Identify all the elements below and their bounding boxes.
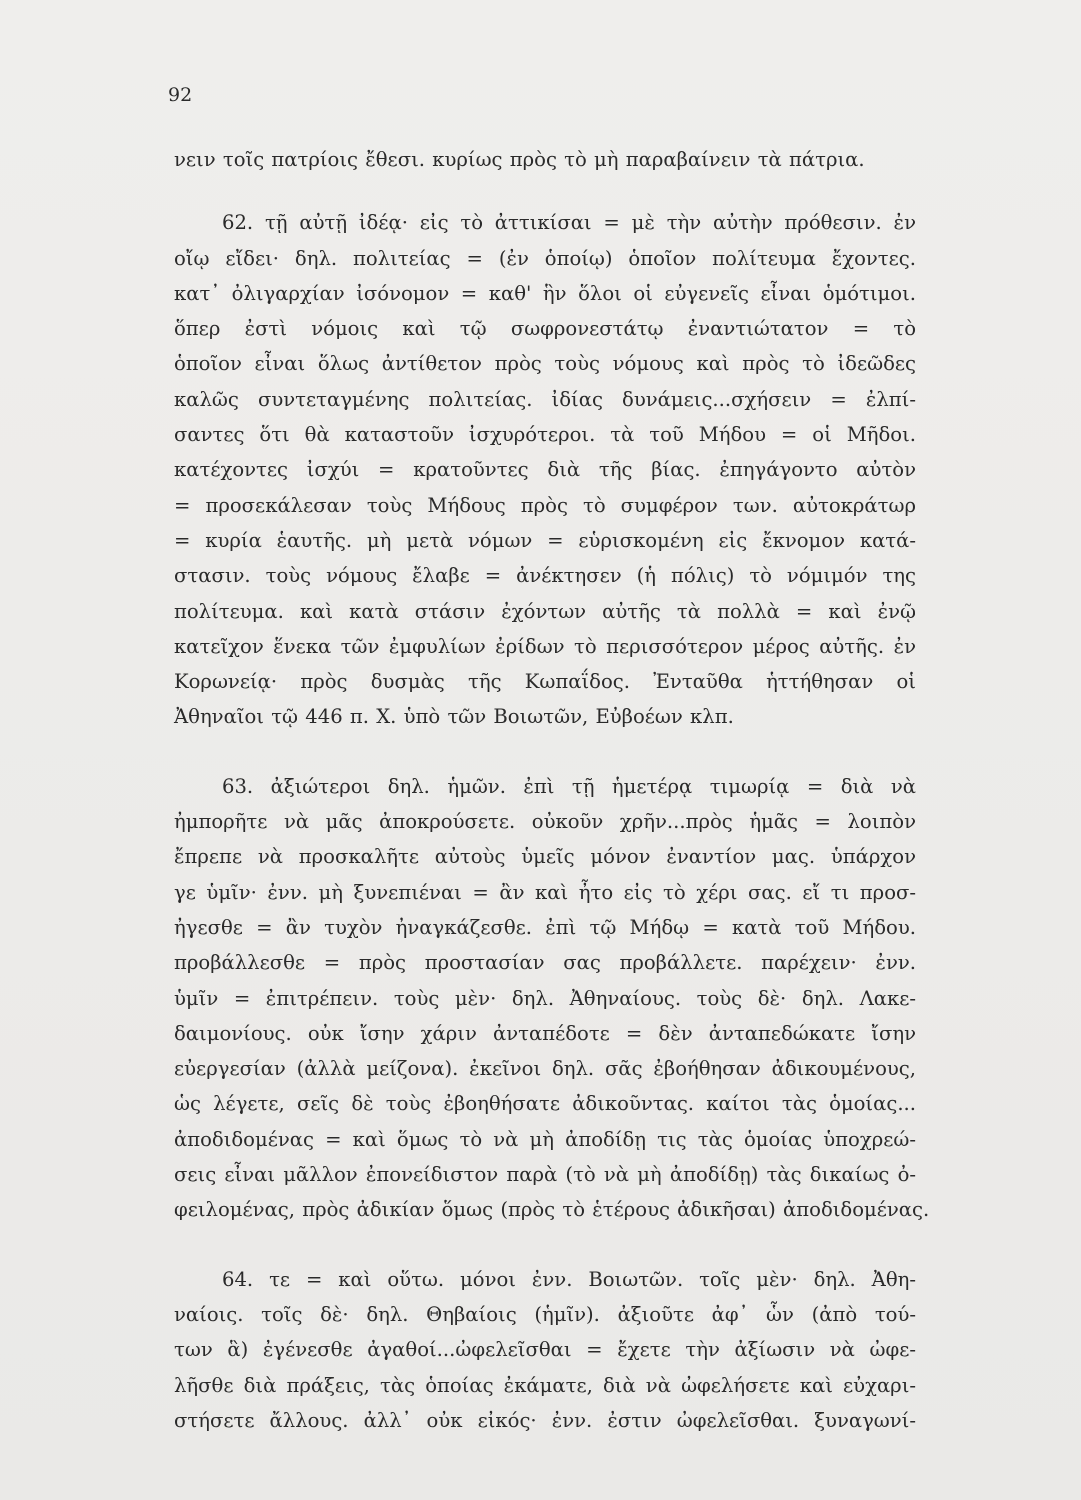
text-line: γε ὑμῖν· ἐνν. μὴ ξυνεπιέναι = ἂν καὶ ἦτο εἰς τὸ χέρι σας. εἴ τι προσ- [174,880,916,904]
text-line: ἀποδιδομένας = καὶ ὅμως τὸ νὰ μὴ ἀποδίδῃ τις τὰς ὁμοίας ὑποχρεώ- [174,1127,916,1151]
text-line: φειλομένας, πρὸς ἀδικίαν ὅμως (πρὸς τὸ ἑτέρους ἀδικῆσαι) ἀποδιδομένας. [174,1198,930,1222]
text-line: 62. τῇ αὐτῇ ἰδέᾳ· εἰς τὸ ἀττικίσαι = μὲ τὴν αὐτὴν πρόθεσιν. ἐν [222,211,916,235]
text-line: 63. ἀξιώτεροι δηλ. ἡμῶν. ἐπὶ τῇ ἡμετέρᾳ τιμωρίᾳ = διὰ νὰ [222,774,916,798]
text-line: πολίτευμα. καὶ κατὰ στάσιν ἐχόντων αὐτῆς τὰ πολλὰ = καὶ ἐνῷ [174,599,916,623]
text-line: των ἃ) ἐγένεσθε ἀγαθοί...ὠφελεῖσθαι = ἔχετε τὴν ἀξίωσιν νὰ ὠφε- [174,1338,916,1362]
text-line: ἠμπορῆτε νὰ μᾶς ἀποκρούσετε. οὐκοῦν χρῆν...πρὸς ἡμᾶς = λοιπὸν [174,810,916,834]
text-line: ὡς λέγετε, σεῖς δὲ τοὺς ἐβοηθήσατε ἀδικοῦντας. καίτοι τὰς ὁμοίας... [174,1092,916,1116]
text-line: ὅπερ ἐστὶ νόμοις καὶ τῷ σωφρονεστάτῳ ἐναντιώτατον = τὸ [174,317,916,341]
text-line: Ἀθηναῖοι τῷ 446 π. Χ. ὑπὸ τῶν Βοιωτῶν, Εὐβοέων κλπ. [174,705,734,729]
text-line: κατεῖχον ἕνεκα τῶν ἐμφυλίων ἐρίδων τὸ περισσότερον μέρος αὐτῆς. ἐν [174,634,916,658]
text-line: κατέχοντες ἰσχύι = κρατοῦντες διὰ τῆς βίας. ἐπηγάγοντο αὐτὸν [174,458,916,482]
text-line: δαιμονίους. οὐκ ἴσην χάριν ἀνταπέδοτε = δὲν ἀνταπεδώκατε ἴσην [174,1021,916,1045]
text-line: στήσετε ἄλλους. ἀλλ᾽ οὐκ εἰκός· ἐνν. ἐστιν ὠφελεῖσθαι. ξυναγωνί- [174,1408,916,1432]
text-line: σεις εἶναι μᾶλλον ἐπονείδιστον παρὰ (τὸ νὰ μὴ ἀποδίδῃ) τὰς δικαίως ὀ- [174,1163,916,1187]
text-line: = κυρία ἑαυτῆς. μὴ μετὰ νόμων = εὑρισκομένη εἰς ἔκνομον κατά- [174,528,916,552]
text-line: = προσεκάλεσαν τοὺς Μήδους πρὸς τὸ συμφέρον των. αὐτοκράτωρ [174,493,916,517]
page-number: 92 [168,84,193,106]
text-line: Κορωνείᾳ· πρὸς δυσμὰς τῆς Κωπαΐδος. Ἐνταῦθα ἡττήθησαν οἱ [174,670,916,694]
text-line: εὐεργεσίαν (ἀλλὰ μείζονα). ἐκεῖνοι δηλ. σᾶς ἐβοήθησαν ἀδικουμένους, [174,1057,916,1081]
text-line: λῆσθε διὰ πράξεις, τὰς ὁποίας ἐκάματε, διὰ νὰ ὠφελήσετε καὶ εὐχαρι- [174,1373,916,1397]
text-line: ἔπρεπε νὰ προσκαλῆτε αὐτοὺς ὑμεῖς μόνον ἐναντίον μας. ὑπάρχον [174,845,916,869]
text-line: ὁποῖον εἶναι ὅλως ἀντίθετον πρὸς τοὺς νόμους καὶ πρὸς τὸ ἰδεῶδες [174,352,916,376]
text-line: σαντες ὅτι θὰ καταστοῦν ἰσχυρότεροι. τὰ τοῦ Μήδου = οἱ Μῆδοι. [174,423,916,447]
text-line: ναίοις. τοῖς δὲ· δηλ. Θηβαίοις (ἡμῖν). ἀξιοῦτε ἀφ᾽ ὧν (ἀπὸ τού- [174,1302,916,1326]
text-line: οἴῳ εἴδει· δηλ. πολιτείας = (ἐν ὁποίῳ) ὁποῖον πολίτευμα ἔχοντες. [174,246,916,270]
text-line: ὑμῖν = ἐπιτρέπειν. τοὺς μὲν· δηλ. Ἀθηναίους. τοὺς δὲ· δηλ. Λακε- [174,986,916,1010]
text-line: κατ᾽ ὀλιγαρχίαν ἰσόνομον = καθ' ἣν ὅλοι οἱ εὐγενεῖς εἶναι ὁμότιμοι. [174,281,916,305]
text-line: στασιν. τοὺς νόμους ἔλαβε = ἀνέκτησεν (ἡ πόλις) τὸ νόμιμόν της [174,564,916,588]
text-line: νειν τοῖς πατρίοις ἔθεσι. κυρίως πρὸς τὸ μὴ παραβαίνειν τὰ πάτρια. [174,148,865,171]
text-line: 64. τε = καὶ οὕτω. μόνοι ἐνν. Βοιωτῶν. τοῖς μὲν· δηλ. Ἀθη- [222,1267,916,1291]
text-line: προβάλλεσθε = πρὸς προστασίαν σας προβάλλετε. παρέχειν· ἐνν. [174,951,916,975]
text-line: ἠγεσθε = ἂν τυχὸν ἠναγκάζεσθε. ἐπὶ τῷ Μήδῳ = κατὰ τοῦ Μήδου. [174,915,916,939]
commentary-text [174,142,930,1438]
text-line: καλῶς συντεταγμένης πολιτείας. ἰδίας δυνάμεις...σχήσειν = ἐλπί- [174,387,916,411]
